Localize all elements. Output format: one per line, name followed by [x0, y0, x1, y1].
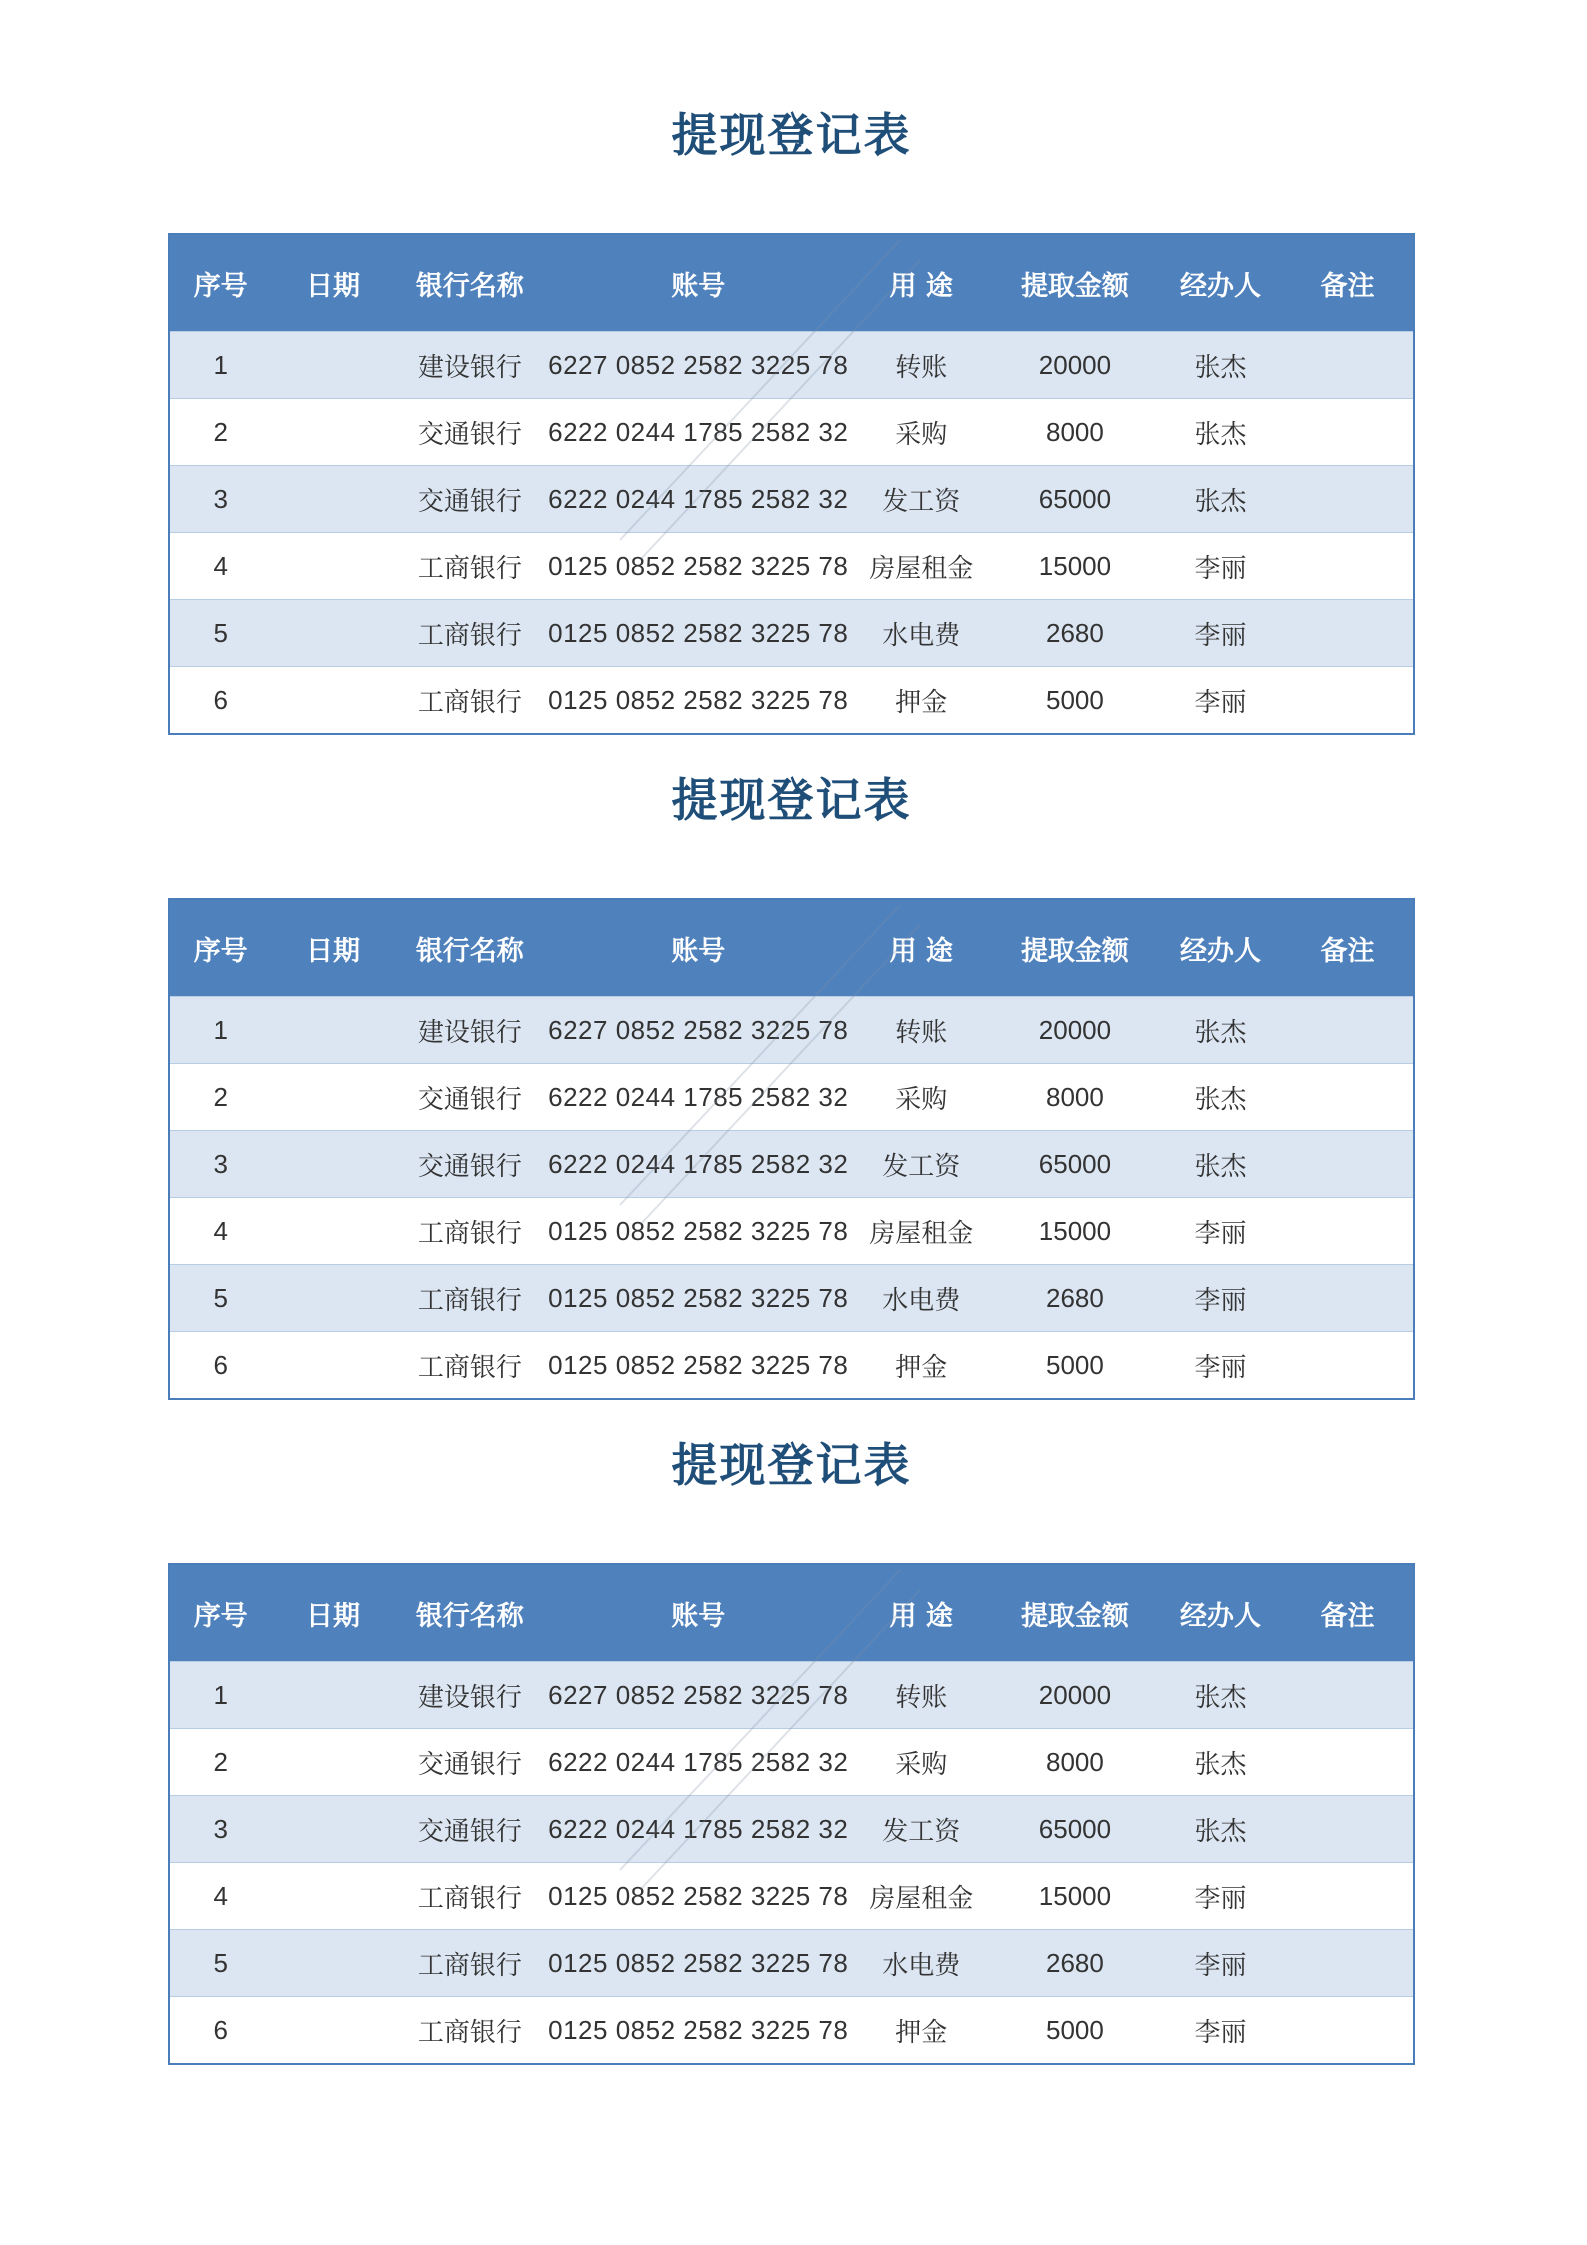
cell-purpose: 房屋租金: [851, 1863, 991, 1930]
cell-amount: 65000: [991, 1796, 1159, 1863]
cell-seq: 1: [170, 332, 271, 399]
cell-date: [271, 466, 394, 533]
cell-account: 0125 0852 2582 3225 78: [545, 1863, 851, 1930]
cell-bank: 建设银行: [395, 1662, 545, 1729]
cell-purpose: 转账: [851, 332, 991, 399]
cell-seq: 5: [170, 1265, 271, 1332]
header-purpose: 用 途: [851, 1565, 991, 1662]
cell-handler: 李丽: [1159, 1198, 1282, 1265]
cell-date: [271, 332, 394, 399]
cell-date: [271, 1729, 394, 1796]
cell-seq: 3: [170, 1131, 271, 1198]
cell-handler: 李丽: [1159, 667, 1282, 734]
cell-date: [271, 1198, 394, 1265]
cell-seq: 6: [170, 1332, 271, 1399]
cell-seq: 6: [170, 667, 271, 734]
register-table-frame: [168, 1563, 1415, 2065]
cell-handler: 张杰: [1159, 332, 1282, 399]
table-title: 提现登记表: [671, 773, 912, 827]
cell-handler: 张杰: [1159, 466, 1282, 533]
cell-date: [271, 1796, 394, 1863]
cell-purpose: 水电费: [851, 600, 991, 667]
cell-purpose: 房屋租金: [851, 533, 991, 600]
cell-bank: 工商银行: [395, 1997, 545, 2064]
cell-handler: 张杰: [1159, 399, 1282, 466]
cell-purpose: 水电费: [851, 1265, 991, 1332]
header-amount: 提取金额: [991, 235, 1159, 332]
cell-bank: 工商银行: [395, 1265, 545, 1332]
cell-date: [271, 1997, 394, 2064]
cell-amount: 20000: [991, 332, 1159, 399]
table-row: [170, 1064, 1413, 1131]
cell-handler: 张杰: [1159, 1796, 1282, 1863]
header-seq: 序号: [170, 235, 271, 332]
cell-seq: 5: [170, 600, 271, 667]
cell-handler: 李丽: [1159, 1930, 1282, 1997]
cell-remark: [1282, 997, 1413, 1064]
table-title: 提现登记表: [671, 1438, 912, 1492]
cell-amount: 8000: [991, 1729, 1159, 1796]
header-amount: 提取金额: [991, 1565, 1159, 1662]
table-row: [170, 533, 1413, 600]
cell-purpose: 发工资: [851, 466, 991, 533]
cell-handler: 张杰: [1159, 1131, 1282, 1198]
cell-seq: 1: [170, 1662, 271, 1729]
header-remark: 备注: [1282, 1565, 1413, 1662]
cell-account: 0125 0852 2582 3225 78: [545, 1930, 851, 1997]
cell-remark: [1282, 1064, 1413, 1131]
cell-seq: 4: [170, 533, 271, 600]
cell-seq: 5: [170, 1930, 271, 1997]
table-row: [170, 1265, 1413, 1332]
cell-remark: [1282, 1997, 1413, 2064]
header-purpose: 用 途: [851, 900, 991, 997]
cell-handler: 张杰: [1159, 997, 1282, 1064]
cell-seq: 3: [170, 1796, 271, 1863]
cell-date: [271, 1662, 394, 1729]
header-purpose: 用 途: [851, 235, 991, 332]
cell-account: 0125 0852 2582 3225 78: [545, 1265, 851, 1332]
cell-date: [271, 667, 394, 734]
cell-account: 0125 0852 2582 3225 78: [545, 1198, 851, 1265]
cell-remark: [1282, 1729, 1413, 1796]
cell-seq: 3: [170, 466, 271, 533]
table-row: [170, 1796, 1413, 1863]
cell-amount: 15000: [991, 533, 1159, 600]
cell-seq: 6: [170, 1997, 271, 2064]
cell-amount: 65000: [991, 466, 1159, 533]
table-row: [170, 1930, 1413, 1997]
cell-purpose: 采购: [851, 399, 991, 466]
cell-date: [271, 1064, 394, 1131]
cell-amount: 5000: [991, 667, 1159, 734]
table-row: [170, 466, 1413, 533]
cell-bank: 工商银行: [395, 1332, 545, 1399]
header-handler: 经办人: [1159, 235, 1282, 332]
cell-date: [271, 600, 394, 667]
cell-date: [271, 1332, 394, 1399]
cell-handler: 李丽: [1159, 1997, 1282, 2064]
table-row: [170, 1863, 1413, 1930]
header-date: 日期: [271, 900, 394, 997]
cell-handler: 李丽: [1159, 600, 1282, 667]
cell-account: 6222 0244 1785 2582 32: [545, 1131, 851, 1198]
cell-purpose: 押金: [851, 1997, 991, 2064]
cell-account: 6227 0852 2582 3225 78: [545, 997, 851, 1064]
cell-remark: [1282, 1930, 1413, 1997]
cell-purpose: 水电费: [851, 1930, 991, 1997]
cell-amount: 5000: [991, 1332, 1159, 1399]
register-table-frame: [168, 233, 1415, 735]
cell-purpose: 押金: [851, 1332, 991, 1399]
cell-account: 0125 0852 2582 3225 78: [545, 1332, 851, 1399]
header-account: 账号: [545, 900, 851, 997]
cell-date: [271, 1930, 394, 1997]
cell-account: 6227 0852 2582 3225 78: [545, 1662, 851, 1729]
cell-remark: [1282, 1198, 1413, 1265]
cell-remark: [1282, 667, 1413, 734]
table-row: [170, 1131, 1413, 1198]
cell-amount: 2680: [991, 600, 1159, 667]
cell-bank: 交通银行: [395, 466, 545, 533]
cell-amount: 15000: [991, 1198, 1159, 1265]
table-title: 提现登记表: [671, 108, 912, 162]
cell-purpose: 转账: [851, 997, 991, 1064]
table-row: [170, 332, 1413, 399]
cell-purpose: 发工资: [851, 1131, 991, 1198]
cell-account: 6222 0244 1785 2582 32: [545, 1729, 851, 1796]
header-seq: 序号: [170, 1565, 271, 1662]
cell-purpose: 押金: [851, 667, 991, 734]
cell-amount: 65000: [991, 1131, 1159, 1198]
header-account: 账号: [545, 1565, 851, 1662]
cell-amount: 2680: [991, 1930, 1159, 1997]
cell-date: [271, 1265, 394, 1332]
cell-account: 0125 0852 2582 3225 78: [545, 1997, 851, 2064]
header-handler: 经办人: [1159, 900, 1282, 997]
header-account: 账号: [545, 235, 851, 332]
cell-account: 6222 0244 1785 2582 32: [545, 399, 851, 466]
cell-remark: [1282, 399, 1413, 466]
cell-remark: [1282, 1662, 1413, 1729]
cell-amount: 20000: [991, 997, 1159, 1064]
cell-handler: 张杰: [1159, 1729, 1282, 1796]
table-row: [170, 667, 1413, 734]
table-row: [170, 1729, 1413, 1796]
cell-remark: [1282, 1131, 1413, 1198]
cell-bank: 工商银行: [395, 533, 545, 600]
header-remark: 备注: [1282, 900, 1413, 997]
header-handler: 经办人: [1159, 1565, 1282, 1662]
register-table: [170, 900, 1413, 1398]
table-row: [170, 1662, 1413, 1729]
cell-remark: [1282, 1265, 1413, 1332]
cell-seq: 4: [170, 1863, 271, 1930]
table-row: [170, 997, 1413, 1064]
cell-handler: 张杰: [1159, 1064, 1282, 1131]
cell-account: 0125 0852 2582 3225 78: [545, 667, 851, 734]
cell-bank: 工商银行: [395, 600, 545, 667]
cell-remark: [1282, 600, 1413, 667]
cell-bank: 交通银行: [395, 1064, 545, 1131]
cell-seq: 4: [170, 1198, 271, 1265]
cell-date: [271, 1863, 394, 1930]
table-row: [170, 1997, 1413, 2064]
register-table: [170, 235, 1413, 733]
cell-seq: 2: [170, 1729, 271, 1796]
cell-account: 6222 0244 1785 2582 32: [545, 466, 851, 533]
cell-remark: [1282, 466, 1413, 533]
cell-remark: [1282, 332, 1413, 399]
cell-account: 0125 0852 2582 3225 78: [545, 533, 851, 600]
cell-bank: 建设银行: [395, 997, 545, 1064]
cell-purpose: 采购: [851, 1729, 991, 1796]
header-seq: 序号: [170, 900, 271, 997]
cell-handler: 李丽: [1159, 1265, 1282, 1332]
cell-account: 0125 0852 2582 3225 78: [545, 600, 851, 667]
cell-date: [271, 533, 394, 600]
cell-handler: 李丽: [1159, 1863, 1282, 1930]
header-row: [170, 900, 1413, 997]
cell-remark: [1282, 1863, 1413, 1930]
cell-bank: 工商银行: [395, 1198, 545, 1265]
cell-bank: 交通银行: [395, 1796, 545, 1863]
header-amount: 提取金额: [991, 900, 1159, 997]
cell-date: [271, 399, 394, 466]
register-table: [170, 1565, 1413, 2063]
table-row: [170, 1332, 1413, 1399]
cell-amount: 8000: [991, 1064, 1159, 1131]
cell-bank: 交通银行: [395, 1131, 545, 1198]
cell-purpose: 采购: [851, 1064, 991, 1131]
cell-bank: 建设银行: [395, 332, 545, 399]
cell-amount: 5000: [991, 1997, 1159, 2064]
cell-handler: 李丽: [1159, 1332, 1282, 1399]
table-row: [170, 1198, 1413, 1265]
header-date: 日期: [271, 235, 394, 332]
cell-seq: 2: [170, 1064, 271, 1131]
cell-amount: 2680: [991, 1265, 1159, 1332]
cell-amount: 20000: [991, 1662, 1159, 1729]
cell-bank: 工商银行: [395, 667, 545, 734]
cell-bank: 工商银行: [395, 1863, 545, 1930]
cell-seq: 1: [170, 997, 271, 1064]
cell-handler: 李丽: [1159, 533, 1282, 600]
table-row: [170, 399, 1413, 466]
header-remark: 备注: [1282, 235, 1413, 332]
cell-bank: 交通银行: [395, 399, 545, 466]
cell-amount: 15000: [991, 1863, 1159, 1930]
cell-account: 6227 0852 2582 3225 78: [545, 332, 851, 399]
header-date: 日期: [271, 1565, 394, 1662]
cell-bank: 工商银行: [395, 1930, 545, 1997]
cell-remark: [1282, 1332, 1413, 1399]
header-bank: 银行名称: [395, 1565, 545, 1662]
cell-remark: [1282, 1796, 1413, 1863]
cell-purpose: 发工资: [851, 1796, 991, 1863]
cell-date: [271, 1131, 394, 1198]
cell-account: 6222 0244 1785 2582 32: [545, 1064, 851, 1131]
header-row: [170, 1565, 1413, 1662]
cell-bank: 交通银行: [395, 1729, 545, 1796]
cell-purpose: 房屋租金: [851, 1198, 991, 1265]
table-row: [170, 600, 1413, 667]
header-row: [170, 235, 1413, 332]
cell-purpose: 转账: [851, 1662, 991, 1729]
header-bank: 银行名称: [395, 900, 545, 997]
cell-handler: 张杰: [1159, 1662, 1282, 1729]
header-bank: 银行名称: [395, 235, 545, 332]
cell-remark: [1282, 533, 1413, 600]
cell-seq: 2: [170, 399, 271, 466]
cell-account: 6222 0244 1785 2582 32: [545, 1796, 851, 1863]
cell-amount: 8000: [991, 399, 1159, 466]
cell-date: [271, 997, 394, 1064]
register-table-frame: [168, 898, 1415, 1400]
